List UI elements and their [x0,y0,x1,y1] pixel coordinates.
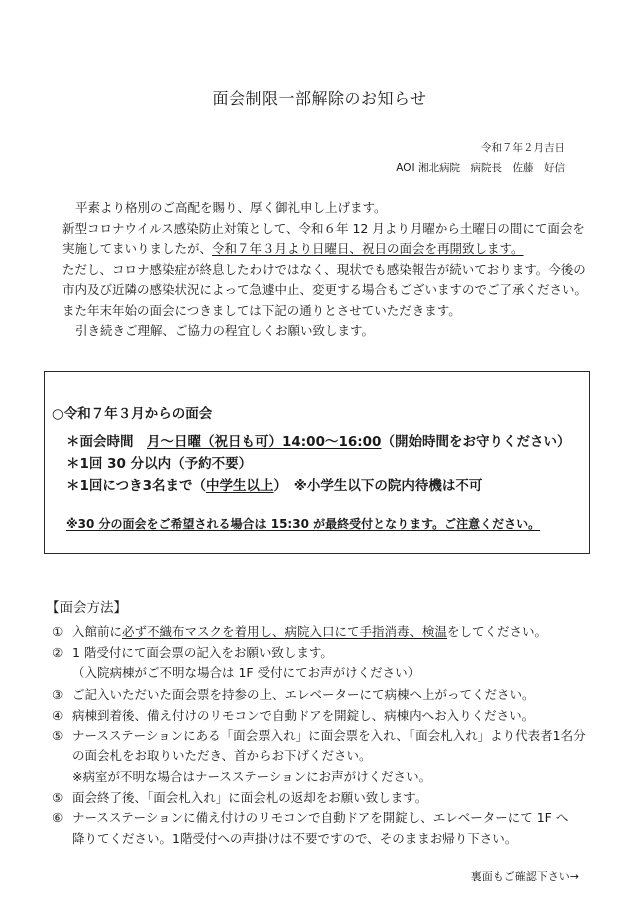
see-back-note: 裏面もご確認下さい→ [470,870,579,883]
step-text: をしてください。 [447,624,548,639]
intro-line: また年末年始の面会につきましては下記の通りとさせていただきます。 [62,302,461,318]
intro-line: 引き続きご理解、ご協力の程宜しくお願い致します。 [75,323,375,338]
step-text: 1 階受付にて面会票の記入をお願い致します。 [72,645,333,660]
step-number: ⑥ [52,810,64,825]
step-number: ① [52,624,64,639]
intro-line: ただし、コロナ感染症が終息したわけではなく、現状でも感染報告が続いております。今後の [62,261,586,277]
step-number: ⑤ [52,790,64,805]
step-text: 面会終了後、「面会札入れ」に面会札の返却をお願い致します。 [72,790,428,805]
limit-note: ） ※小学生以下の院内待機は不可 [273,478,483,494]
page-title: 面会制限一部解除のお知らせ [212,89,427,108]
step-text: ご記入いただいた面会票を持参の上、エレベーターにて病棟へ上がってください。 [72,687,535,702]
sender-line: AOI 湘北病院 病院長 佐藤 好信 [396,162,565,174]
visitor-limit [66,474,482,494]
step-item [52,622,547,640]
step-item [52,685,535,703]
limit-text: ＊1回につき3名まで（ [66,478,207,494]
intro-line: 市内及び近隣の感染状況によって急遽中止、変更する場合もございますのでご了承ください。 [62,282,588,297]
visit-duration: ＊1回 30 分以内（予約不要） [66,456,253,472]
step-text: 病棟到着後、備え付けのリモコンで自動ドアを開錠し、病棟内へお入りください。 [72,708,535,723]
step-number: ④ [52,708,64,723]
step-number: ③ [52,687,64,702]
last-reception-note: ※30 分の面会をご希望される場合は 15:30 が最終受付となります。ご注意ください。 [66,517,541,531]
step-continuation: （入院病棟がご不明な場合は 1F 受付にてお声がけください） [72,665,421,680]
step-text: ナースステーションにある「面会票入れ」に面会票を入れ、「面会札入れ」より代表者1名分 [72,728,586,743]
intro-line [62,239,587,260]
hours-value: 月～日曜（祝日も可）14:00～16:00 [147,434,382,450]
step-text: 入館前に [72,624,123,639]
step-continuation: ※病室が不明な場合はナースステーションにお声がけください。 [72,769,432,784]
intro-paragraph [62,198,587,342]
intro-line: 平素より格別のご高配を賜り、厚く御礼申し上げます。 [75,200,387,215]
age-requirement: 中学生以上 [206,478,274,494]
intro-text: 実施してまいりましたが、 [62,241,213,256]
step-emphasis: 必ず不織布マスクを着用し、病院入口にて手指消毒、検温 [122,624,448,639]
box-title: ○令和７年３月からの面会 [52,406,213,422]
step-text: ナースステーションに備え付けのリモコンで自動ドアを開錠し、エレベーターにて 1F へ [72,810,569,825]
intro-line: 新型コロナウイルス感染防止対策として、令和６年 12 月より月曜から土曜日の間にて面会を [62,220,585,236]
step-item [52,643,333,661]
step-continuation: の面会札をお取りいただき、首からお下げください。 [72,748,372,763]
step-continuation: 降りてください。1階受付への声掛けは不要ですので、そのままお帰り下さい。 [72,831,518,846]
step-number: ② [52,645,64,660]
step-number: ⑤ [52,728,64,743]
visiting-hours [66,430,570,450]
step-item [52,706,534,724]
reopening-notice: 令和７年３月より日曜日、祝日の面会を再開致します。 [212,241,524,256]
hours-note: （開始時間をお守りください） [381,434,571,450]
step-item [52,808,568,826]
method-title: 【面会方法】 [46,600,127,616]
step-item [52,726,586,744]
step-item [52,788,427,806]
hours-label: ＊面会時間 [66,434,147,450]
notice-date: 令和７年２月吉日 [481,142,565,154]
